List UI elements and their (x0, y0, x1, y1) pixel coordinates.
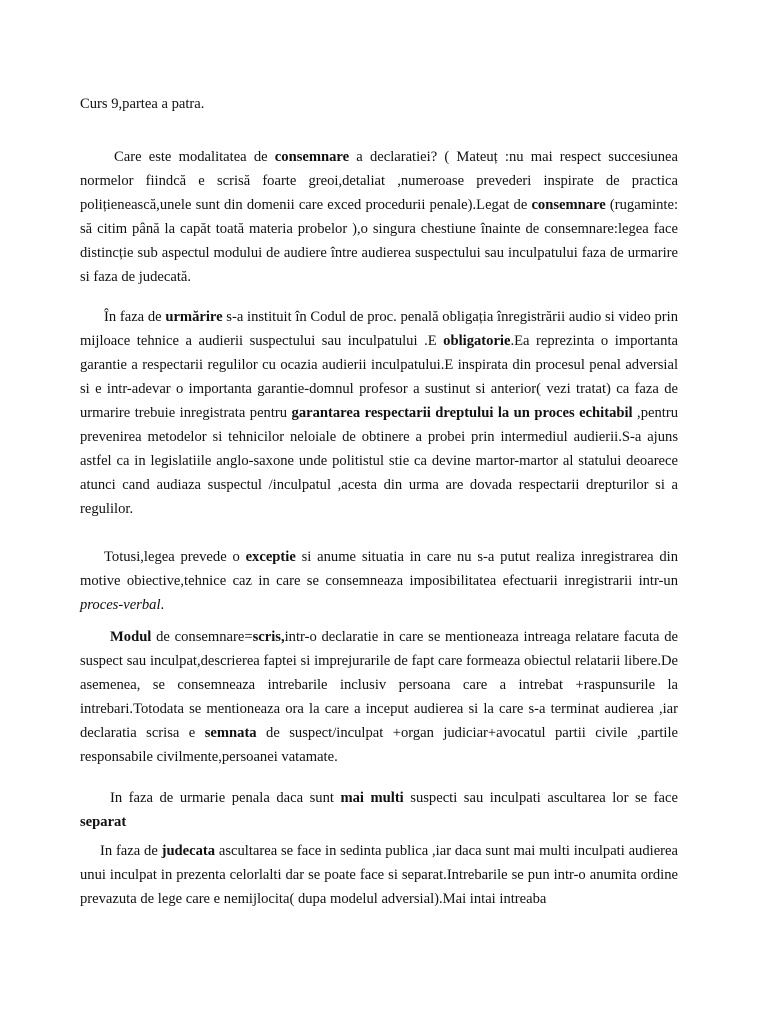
p1-bold-consemnare: consemnare (274, 149, 350, 165)
paragraph-modul (80, 625, 678, 769)
p2-bold-urmarire: urmărire (165, 309, 223, 325)
p3-bold-exceptie: exceptie (245, 549, 296, 565)
p4-bold-scris: scris, (252, 629, 285, 645)
p5-text-2: suspecti sau inculpati ascultarea lor se face (403, 790, 678, 806)
paragraph-judecata (80, 839, 678, 911)
p1-bold-consemnare-2: consemnare (531, 197, 606, 213)
p2-text-1: În faza de (104, 309, 166, 325)
p2-text-3: .Ea reprezinta o importanta garantie a respectarii regulilor cu ocazia audierii inculpatului.E inspirata din procesul penal adversial si e intr-adevar o importanta garantie-domnul profesor a sustinut si anterior( vezi tratat) ca faza de urmarire trebuie inregistrata pentru (80, 333, 678, 421)
p5-bold-separat: separat (80, 814, 127, 830)
document-heading: Curs 9,partea a patra. (80, 96, 205, 112)
p3-text-1: Totusi,legea prevede o (104, 549, 246, 565)
p3-text-2: si anume situatia in care nu s-a putut realiza inregistrarea din motive obiective,tehnice caz in care se consemneaza imposibilitatea efectuarii inregistrarii intr-un (80, 549, 678, 589)
p1-text-3: (rugaminte: să citim până la capăt toată materia probelor ),o singura chestiune înainte de consemnare:legea face distincție sub aspectul modului de audiere între audierea suspectului sau inculpatului faza de urmarire si faza de judecată. (80, 197, 678, 285)
paragraph-exceptie (80, 545, 678, 617)
p4-text-2: intr-o declaratie in care se mentioneaza intreaga relatare facuta de suspect sau inculpat,descrierea faptei si imprejurarile de fapt care formeaza obiectul relatarii libere.De asemenea, se consemneaza intrebarile inclusiv persoana care a intrebat +raspunsurile la intrebari.Totodata se mentioneaza ora la care a inceput audierea si la care s-a terminat audierea ,iar declaratia scrisa e (80, 629, 678, 741)
p4-bold-semnata: semnata (204, 725, 257, 741)
p2-text-2: s-a instituit în Codul de proc. penală obligația înregistrării audio si video prin mijloace tehnice a audierii suspectului sau inculpatului .E (80, 309, 679, 349)
p1-text-1: Care este modalitatea de (114, 149, 275, 165)
p4-bold-modul: Modul (110, 629, 152, 645)
paragraph-mai-multi (80, 786, 678, 834)
p2-bold-proces-echitabil: garantarea respectarii dreptului la un proces echitabil (291, 405, 633, 421)
p6-text-1: In faza de (100, 843, 162, 859)
p6-bold-judecata: judecata (161, 843, 216, 859)
p3-italic-proces-verbal: proces-verbal (80, 597, 161, 613)
p2-text-4: ,pentru prevenirea metodelor si tehnicilor neloiale de obtinere a probei prin intermediul audierii.S-a ajuns astfel ca in legislatiile anglo-saxone unde politistul stie ca devine martor-martor al statului deoarece atunci cand audiaza suspectul /inculpatul ,acesta din urma are dovada respectarii drepturilor si a regulilor. (80, 405, 678, 517)
p5-bold-mai-multi: mai multi (340, 790, 404, 806)
p1-text-2: a declaratiei? ( Mateuț :nu mai respect succesiunea normelor fiindcă e scrisă foarte greoi,detaliat ,numeroase prevederi inspirate de practica polițienească,unele sunt din domenii care exced procedurii penale).Legat de (80, 149, 678, 213)
p3-text-3: . (160, 597, 165, 613)
p4-text-3: de suspect/inculpat +organ judiciar+avocatul partii civile ,partile responsabile civilmente,persoanei vatamate. (80, 725, 679, 765)
p4-text-1: de consemnare= (151, 629, 253, 645)
paragraph-urmarire (80, 305, 678, 521)
p2-bold-obligatorie: obligatorie (443, 333, 511, 349)
paragraph-consemnare (80, 145, 678, 289)
p6-text-2: ascultarea se face in sedinta publica ,iar daca sunt mai multi inculpati audierea unui inculpat in prezenta celorlalti dar se poate face si separat.Intrebarile se pun intr-o anumita ordine prevazuta de lege care e nemijlocita( dupa modelul adversial).Mai intai intreaba (80, 843, 678, 907)
p5-text-1: In faza de urmarie penala daca sunt (110, 790, 341, 806)
